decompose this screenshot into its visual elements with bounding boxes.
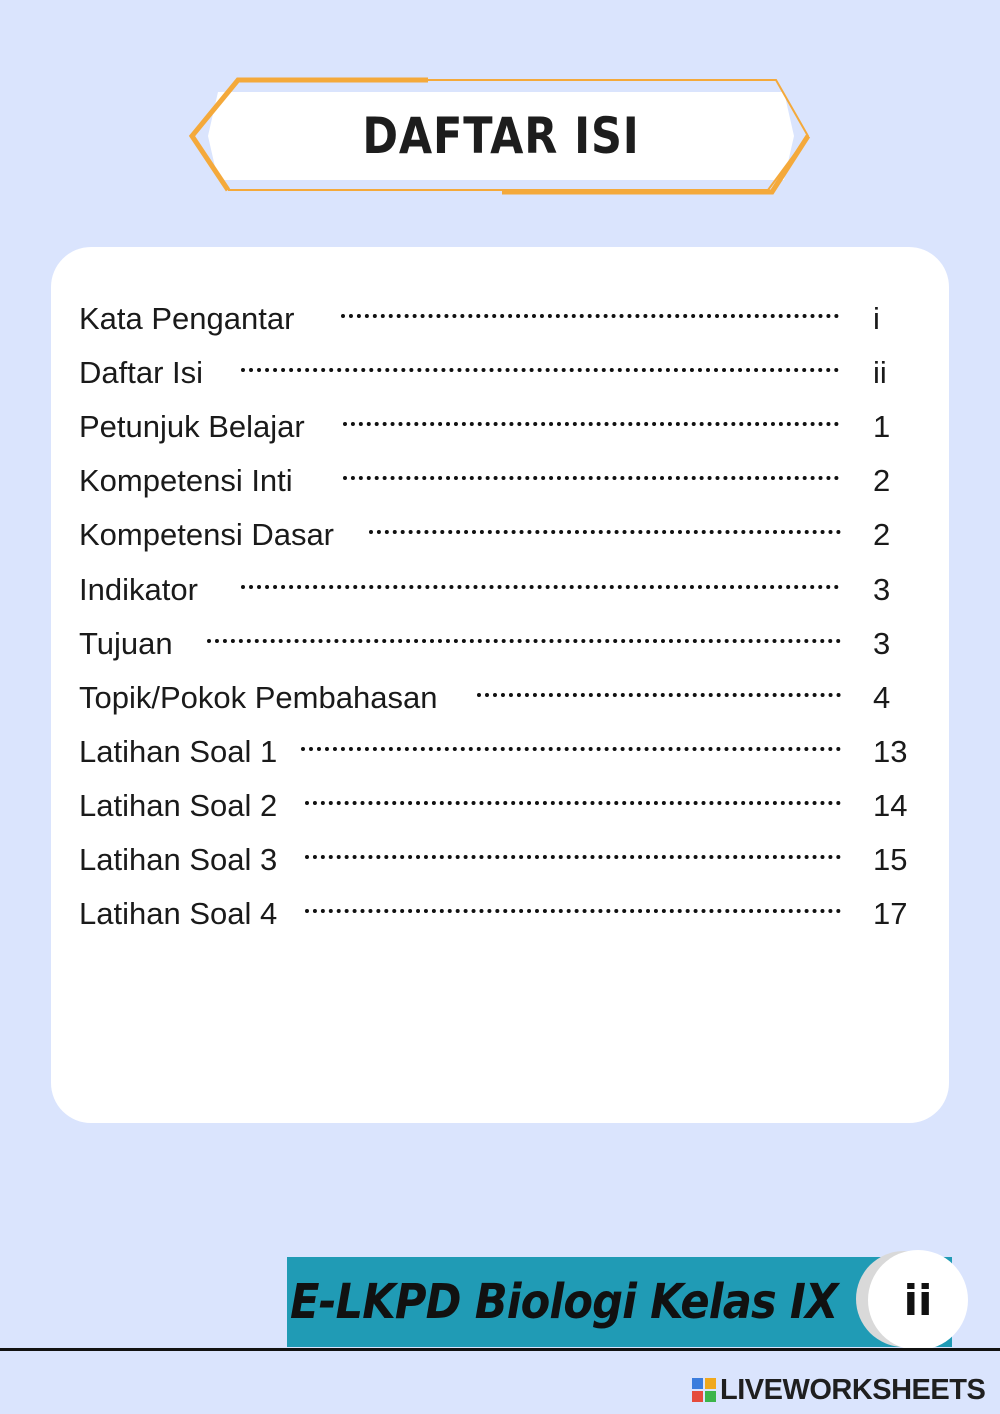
toc-dot-leader <box>301 747 841 751</box>
title-banner <box>188 74 814 198</box>
toc-entry-page: ii <box>873 355 887 390</box>
page-number-badge <box>868 1250 968 1350</box>
toc-entry-page: 3 <box>873 626 891 661</box>
toc-dot-leader <box>241 368 839 372</box>
toc-dot-leader <box>241 585 839 589</box>
toc-dot-leader <box>207 639 841 643</box>
toc-entry-page: 15 <box>873 842 908 877</box>
toc-entry-page: 13 <box>873 734 908 769</box>
toc-dot-leader <box>305 855 841 859</box>
watermark-text: LIVEWORKSHEETS <box>720 1373 986 1406</box>
page-title: DAFTAR ISI <box>362 107 640 165</box>
toc-entry-page: 14 <box>873 788 908 823</box>
toc-entry-label: Latihan Soal 4 <box>79 896 278 931</box>
toc-entry <box>79 346 914 400</box>
toc-entry-label: Daftar Isi <box>79 355 204 390</box>
toc-dot-leader <box>369 530 841 534</box>
page-number: ii <box>903 1275 933 1325</box>
toc-entry-page: 3 <box>873 572 891 607</box>
toc-entry-label: Kompetensi Inti <box>79 463 293 498</box>
footer-divider <box>0 1348 1000 1351</box>
toc-entry <box>79 563 914 617</box>
toc-dot-leader <box>343 476 839 480</box>
toc-entry <box>79 725 914 779</box>
toc-dot-leader <box>305 801 841 805</box>
toc-entry-page: 4 <box>873 680 891 715</box>
toc-entry-label: Kata Pengantar <box>79 301 295 336</box>
toc-entry-page: 17 <box>873 896 908 931</box>
toc-card <box>51 247 949 1123</box>
toc-dot-leader <box>477 693 841 697</box>
toc-entry <box>79 779 914 833</box>
toc-entry <box>79 671 914 725</box>
toc-entry-label: Petunjuk Belajar <box>79 409 305 444</box>
toc-entry <box>79 508 914 562</box>
toc-entry-label: Indikator <box>79 572 198 607</box>
toc-entry <box>79 454 914 508</box>
toc-entry-page: 2 <box>873 463 891 498</box>
toc-entry-page: 1 <box>873 409 891 444</box>
toc-entry-label: Tujuan <box>79 626 173 661</box>
toc-entry <box>79 617 914 671</box>
toc-dot-leader <box>343 422 839 426</box>
toc-entry <box>79 833 914 887</box>
toc-entry-page: i <box>873 301 880 336</box>
toc-entry <box>79 887 914 941</box>
toc-entry-page: 2 <box>873 517 891 552</box>
watermark <box>692 1374 985 1406</box>
toc-entry <box>79 292 914 346</box>
footer-title: E-LKPD Biologi Kelas IX <box>290 1274 838 1330</box>
toc-dot-leader <box>341 314 839 318</box>
toc-entry-label: Kompetensi Dasar <box>79 517 335 552</box>
toc-entry-label: Topik/Pokok Pembahasan <box>79 680 438 715</box>
toc-entry <box>79 400 914 454</box>
toc-entry-label: Latihan Soal 1 <box>79 734 278 769</box>
toc-dot-leader <box>305 909 841 913</box>
toc-entry-label: Latihan Soal 2 <box>79 788 278 823</box>
liveworksheets-logo-icon <box>692 1378 716 1402</box>
toc-entry-label: Latihan Soal 3 <box>79 842 278 877</box>
